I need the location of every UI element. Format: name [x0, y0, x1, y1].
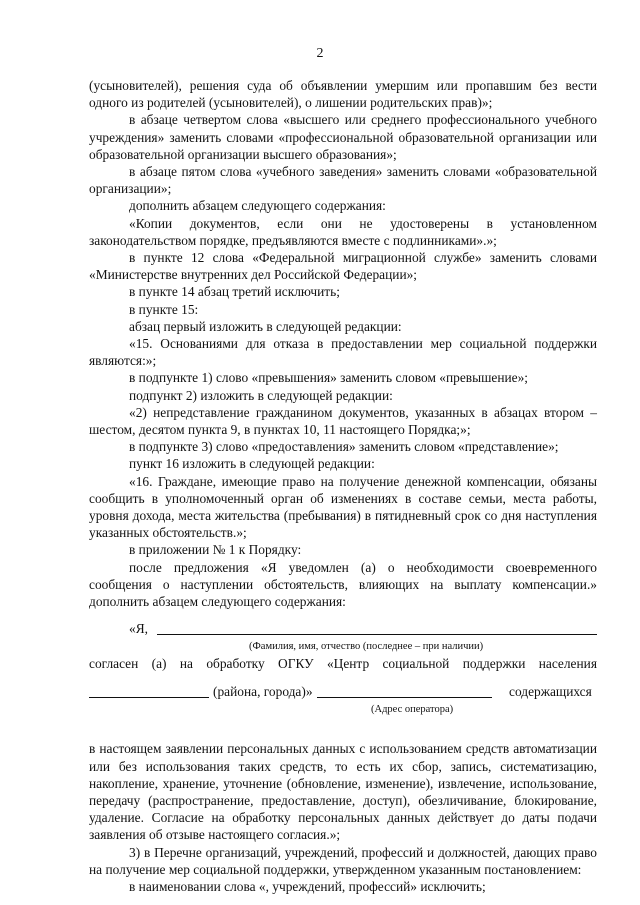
paragraph: в абзаце четвертом слова «высшего или среднего профессионального учебного учреждения» заменить словами «профессиональной образовательной организации или образовательной организации высшего образования»;	[89, 112, 597, 162]
paragraph: в пункте 15:	[129, 301, 199, 317]
paragraph: «15. Основаниями для отказа в предоставлении мер социальной поддержки являются:»;	[89, 336, 597, 369]
paragraphs-after-form	[89, 740, 597, 895]
i-label: «Я,	[129, 621, 148, 637]
paragraph: в абзаце пятом слова «учебного заведения» заменить словами «образовательной организации»;	[89, 164, 597, 197]
consent-form-block	[89, 610, 597, 740]
name-underline	[157, 634, 597, 635]
paragraph: в подпункте 3) слово «предоставления» заменить словом «представление»;	[129, 439, 559, 455]
paragraph: пункт 16 изложить в следующей редакции:	[129, 456, 375, 472]
paragraph: 3) в Перечне организаций, учреждений, профессий и должностей, дающих право на получение мер социальной поддержки, утвержденном указанным постановлением:	[89, 844, 597, 877]
contained-label: содержащихся	[509, 684, 592, 700]
document-body	[89, 77, 597, 895]
paragraph: в настоящем заявлении персональных данных с использованием средств автоматизации или без использования таких средств, то есть их сбор, запись, систематизацию, накопление, хранение, уточнение (обновление, изменение), извлечение, использование, передачу (распространение, предоставление, доступ), обезличивание, блокирование, удаление. Согласие на обработку персональных данных действует до даты подачи заявления об отзыве настоящего согласия.»;	[89, 741, 597, 843]
paragraph: «16. Граждане, имеющие право на получение денежной компенсации, обязаны сообщить в уполномоченный орган об изменениях в составе семьи, места работы, уровня дохода, места жительства (пребывания) в пятидневный срок со дня наступления указанных обстоятельств.»;	[89, 473, 597, 541]
paragraph: в наименовании слова «, учреждений, профессий» исключить;	[129, 878, 486, 894]
paragraph: (усыновителей), решения суда об объявлении умершим или пропавшим без вести одного из родителей (усыновителей), о лишении родительских прав)»;	[89, 78, 597, 111]
operator-address-underline	[317, 697, 492, 698]
paragraph: «Копии документов, если они не удостоверены в установленном законодательством порядке, предъявляются вместе с подлинниками».»;	[89, 215, 597, 248]
paragraph: «2) непредставление гражданином документов, указанных в абзацах втором – шестом, десятом пункта 9, в пунктах 10, 11 настоящего Порядка;»;	[89, 404, 597, 438]
paragraph: после предложения «Я уведомлен (а) о необходимости своевременного сообщения о наступлении обстоятельств, влияющих на выплату компенсации.» дополнить абзацем следующего содержания:	[89, 559, 597, 610]
paragraph: дополнить абзацем следующего содержания:	[129, 198, 386, 214]
paragraph: в пункте 12 слова «Федеральной миграционной службе» заменить словами «Министерстве внутренних дел Российской Федерации»;	[89, 250, 597, 283]
page-number: 2	[316, 46, 324, 61]
paragraph: в пункте 14 абзац третий исключить;	[129, 284, 340, 300]
name-caption: (Фамилия, имя, отчество (последнее – при наличии)	[249, 641, 484, 653]
paragraph: подпункт 2) изложить в следующей редакции:	[129, 387, 393, 403]
district-label: (района, города)»	[213, 684, 313, 700]
paragraph: в приложении № 1 к Порядку:	[129, 542, 302, 558]
paragraph: абзац первый изложить в следующей редакции:	[129, 318, 402, 334]
paragraph: в подпункте 1) слово «превышения» заменить словом «превышение»;	[129, 370, 529, 386]
paragraphs-before-form	[89, 77, 597, 610]
operator-caption: (Адрес оператора)	[371, 704, 454, 716]
district-underline	[89, 697, 209, 698]
consent-line: согласен (а) на обработку ОГКУ «Центр социальной поддержки населения	[89, 656, 597, 672]
